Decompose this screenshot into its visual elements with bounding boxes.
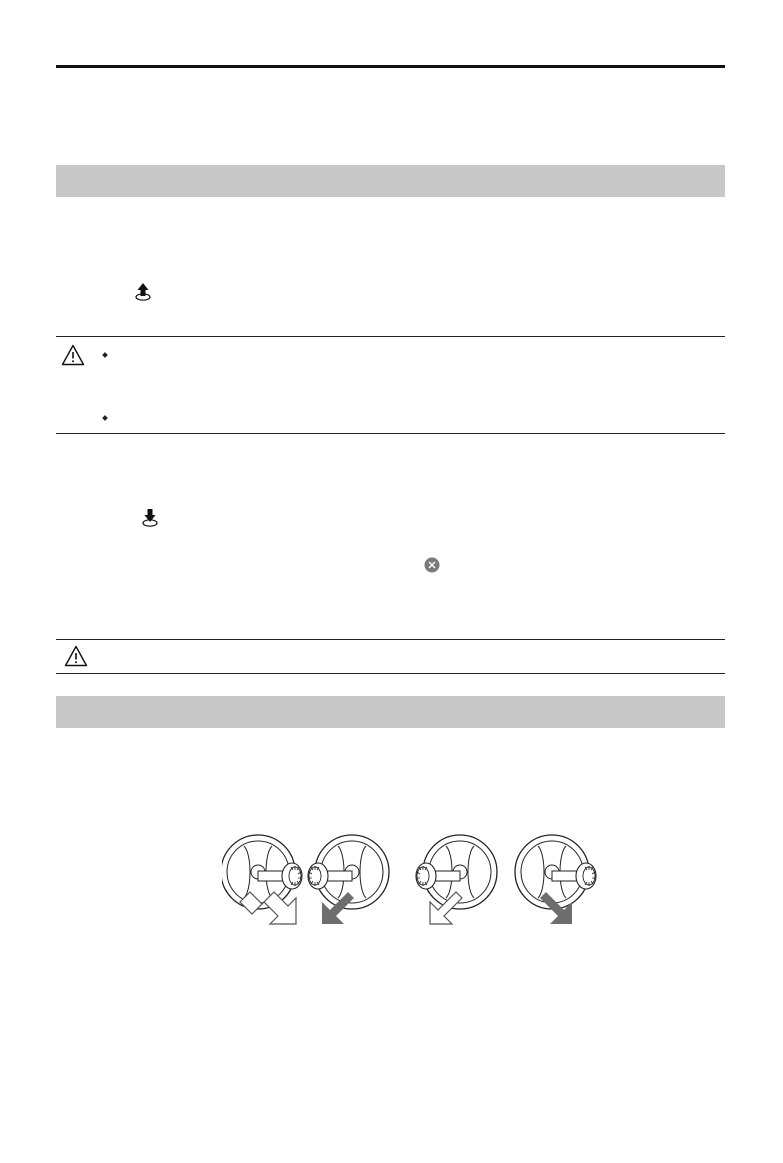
cancel-circle-icon <box>424 557 440 573</box>
bullet-marker <box>102 415 108 421</box>
warning-triangle-icon <box>64 645 88 667</box>
caution-top-rule <box>56 639 725 640</box>
auto-takeoff-icon <box>133 282 153 302</box>
header-rule <box>56 65 725 68</box>
control-stick-diagram-icon <box>222 834 602 926</box>
warning-triangle-icon <box>61 344 85 366</box>
caution-bottom-rule <box>56 433 725 434</box>
caution-bottom-rule <box>56 673 725 674</box>
section-header-bar <box>56 165 725 197</box>
auto-landing-icon <box>140 508 160 528</box>
bullet-marker <box>102 352 108 358</box>
section-header-bar <box>56 696 725 728</box>
caution-top-rule <box>56 336 725 337</box>
